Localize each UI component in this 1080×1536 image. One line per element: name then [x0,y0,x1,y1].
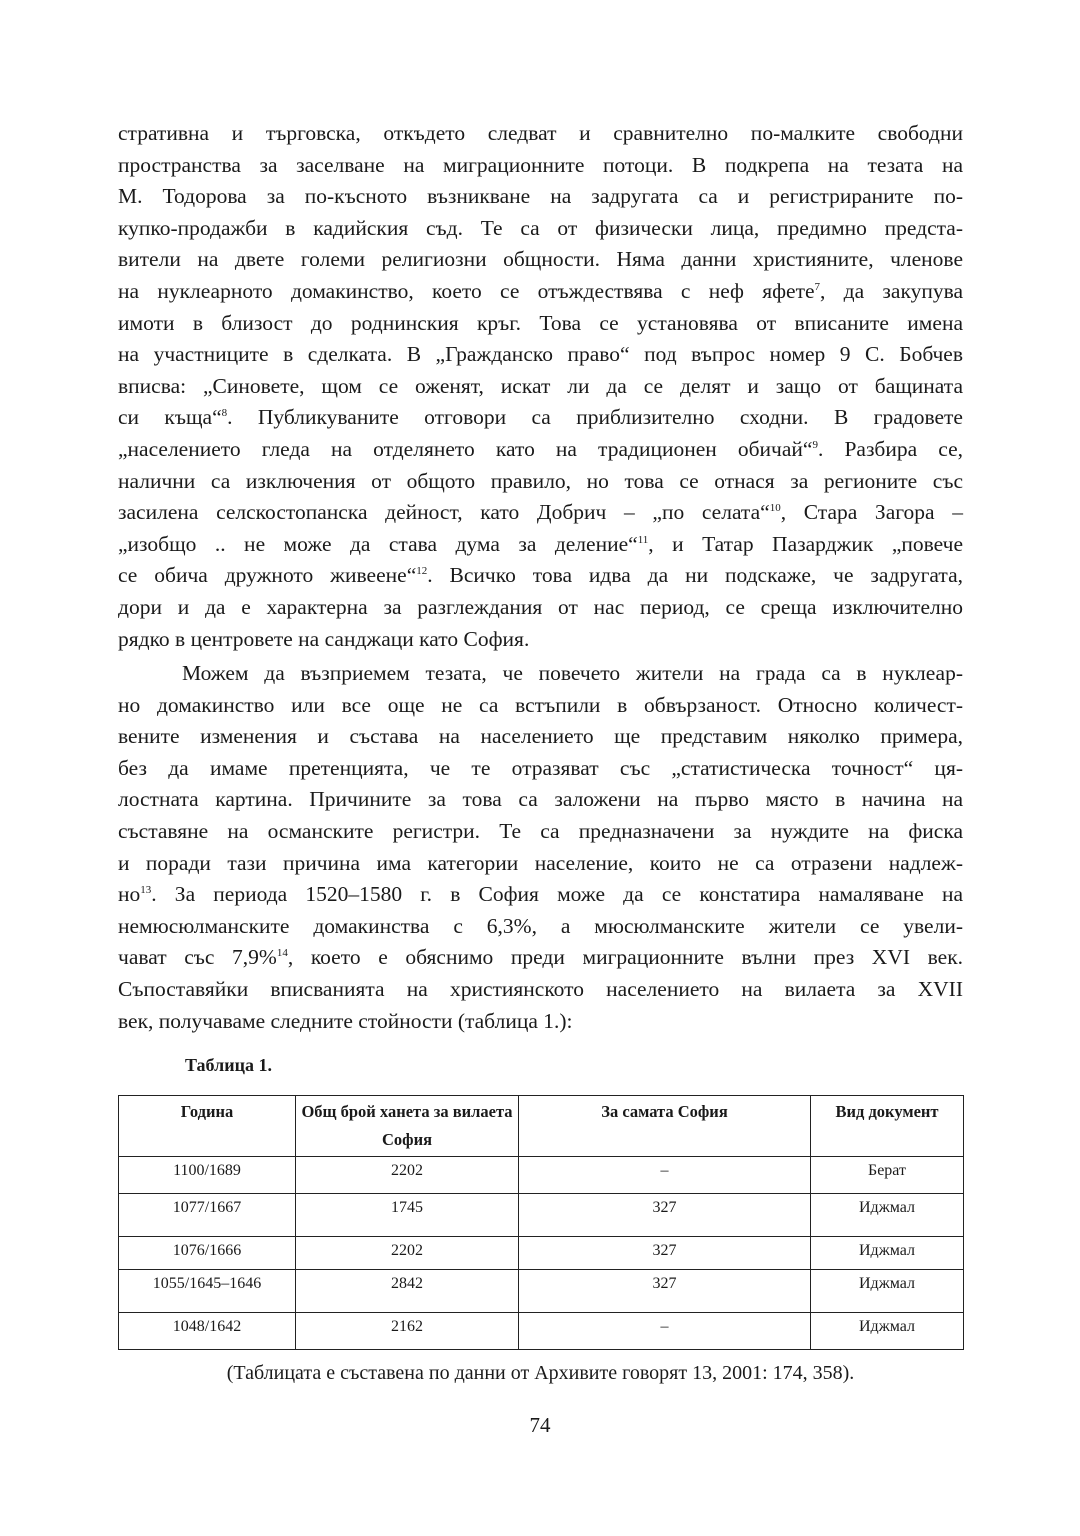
text-line: стративна и търговска, откъдето следват и сравнително по-малките свободни [118,121,963,145]
text-line: на нуклеарното домакинство, което се отъждествява с неф яфете$^7$, да закупува [118,278,963,303]
text-line: век, получаваме следните стойности (таблица 1.): [118,1008,573,1033]
text-line: Съпоставяйки вписванията на християнското населението на вилаета за XVII [118,977,963,1002]
cell-document: Иджмал [811,1313,964,1350]
table-row [119,1313,964,1350]
table-header-row [119,1096,964,1157]
text-line: Можем да възприемем тезата, че повечето жители на града са в нуклеар- [182,661,963,686]
paragraph-2 [118,658,963,1037]
cell-document: Иджмал [811,1237,964,1270]
column-header-sofia: За самата София [519,1096,811,1157]
text-line: но домакинство или все още не са встъпили в обвързаност. Относно количест- [118,692,963,717]
cell-total: 2842 [296,1270,519,1313]
cell-year: 1076/1666 [119,1237,296,1270]
text-line: М. Тодорова за по-късното възникване на задругата са и регистрираните по- [118,184,963,209]
text-line: лостната картина. Причините за това са заложени на първо място в начина на [118,787,963,812]
text-line: $но^{13}$. За периода 1520–1580 г. в София може да се констатира намаляване на [118,882,963,907]
column-header-year: Година [119,1096,296,1157]
table-row [119,1157,964,1194]
footnote-ref: 12 [416,565,428,578]
paragraph-1 [118,118,963,655]
text-line: налични са изключения от общото правило, но това се отнася за регионите със [118,468,963,493]
table-row [119,1237,964,1270]
footnote-ref: 7 [814,280,821,293]
cell-sofia: 327 [519,1194,811,1237]
page-body [118,118,963,1037]
table-source-note: (Таблицата е съставена по данни от Архивите говорят 13, 2001: 174, 358). [226,1362,855,1384]
table-caption: Таблица 1. [185,1055,272,1075]
text-line: „населението гледа на отделянето като на традиционен обичай“$^9$. Разбира се, [118,436,963,461]
cell-sofia: – [519,1313,811,1350]
text-line: засилена селскостопанска дейност, като Добрич – „по селата“$^{10}$, Стара Загора – [118,500,963,525]
table-row [119,1194,964,1237]
text-line: чават със 7,9%$^{14}$, което е обяснимо преди миграционните вълни през XVI век. [118,945,964,970]
text-line: си къща“$^8$. Публикуваните отговори са приблизително сходни. В градовете [118,405,963,430]
text-line: „изобщо .. не може да става дума за деление“$^{11}$, и Татар Пазарджик „повече [118,531,964,556]
cell-total: 2202 [296,1157,519,1194]
cell-year: 1055/1645–1646 [119,1270,296,1313]
table-row [119,1270,964,1313]
column-header-document-type: Вид документ [811,1096,964,1157]
cell-year: 1048/1642 [119,1313,296,1350]
text-line: вените изменения и състава на населението ще представим няколко примера, [118,724,963,749]
text-line: и поради тази причина има категории население, които не са отразени надлеж- [118,850,963,875]
cell-total: 2162 [296,1313,519,1350]
text-line: немюсюлманските домакинства с 6,3%, а мюсюлманските жители се увели- [118,913,963,938]
footnote-ref: 9 [812,438,818,451]
text-line: съставяне на османските регистри. Те са предназначени за нуждите на фиска [118,819,963,844]
footnote-ref: 13 [140,884,152,897]
cell-year: 1100/1689 [119,1157,296,1194]
column-header-total-hanes: Общ брой ханета за вилаета София [296,1096,519,1157]
cell-total: 2202 [296,1237,519,1270]
text-line: без да имаме претенцията, че те отразяват със „статистическа точност“ ця- [118,755,963,780]
cell-document: Берат [811,1157,964,1194]
text-line: на участниците в сделката. В „Гражданско право“ под въпрос номер 9 С. Бобчев [118,342,963,367]
text-line: вписва: „Синовете, щом се оженят, искат ли да се делят и защо от бащината [118,373,963,398]
data-table [118,1095,964,1350]
text-line: вители на двете големи религиозни общности. Няма данни християните, членове [118,247,963,272]
cell-document: Иджмал [811,1270,964,1313]
page-number: 74 [529,1413,551,1437]
cell-year: 1077/1667 [119,1194,296,1237]
text-line: дори и да е характерна за разглеждания от нас период, се среща изключително [118,594,963,619]
cell-sofia: 327 [519,1270,811,1313]
cell-total: 1745 [296,1194,519,1237]
text-line: имоти в близост до роднинския кръг. Това се установява от вписаните имена [118,310,963,335]
cell-document: Иджмал [811,1194,964,1237]
cell-sofia: 327 [519,1237,811,1270]
text-line: купко-продажби в кадийския съд. Те са от физически лица, предимно предста- [118,215,963,240]
footnote-ref: 14 [276,947,288,960]
text-line: се обича дружното живеене“$^{12}$. Всичко това идва да ни подскаже, че задругата, [118,563,963,588]
footnote-ref: 10 [769,502,781,515]
cell-sofia: – [519,1157,811,1194]
footnote-ref: 8 [221,407,228,420]
text-line: пространства за заселване на миграционните потоци. В подкрепа на тезата на [118,152,963,177]
text-line: рядко в центровете на санджаци като София. [118,626,530,651]
footnote-ref: 11 [637,533,649,546]
